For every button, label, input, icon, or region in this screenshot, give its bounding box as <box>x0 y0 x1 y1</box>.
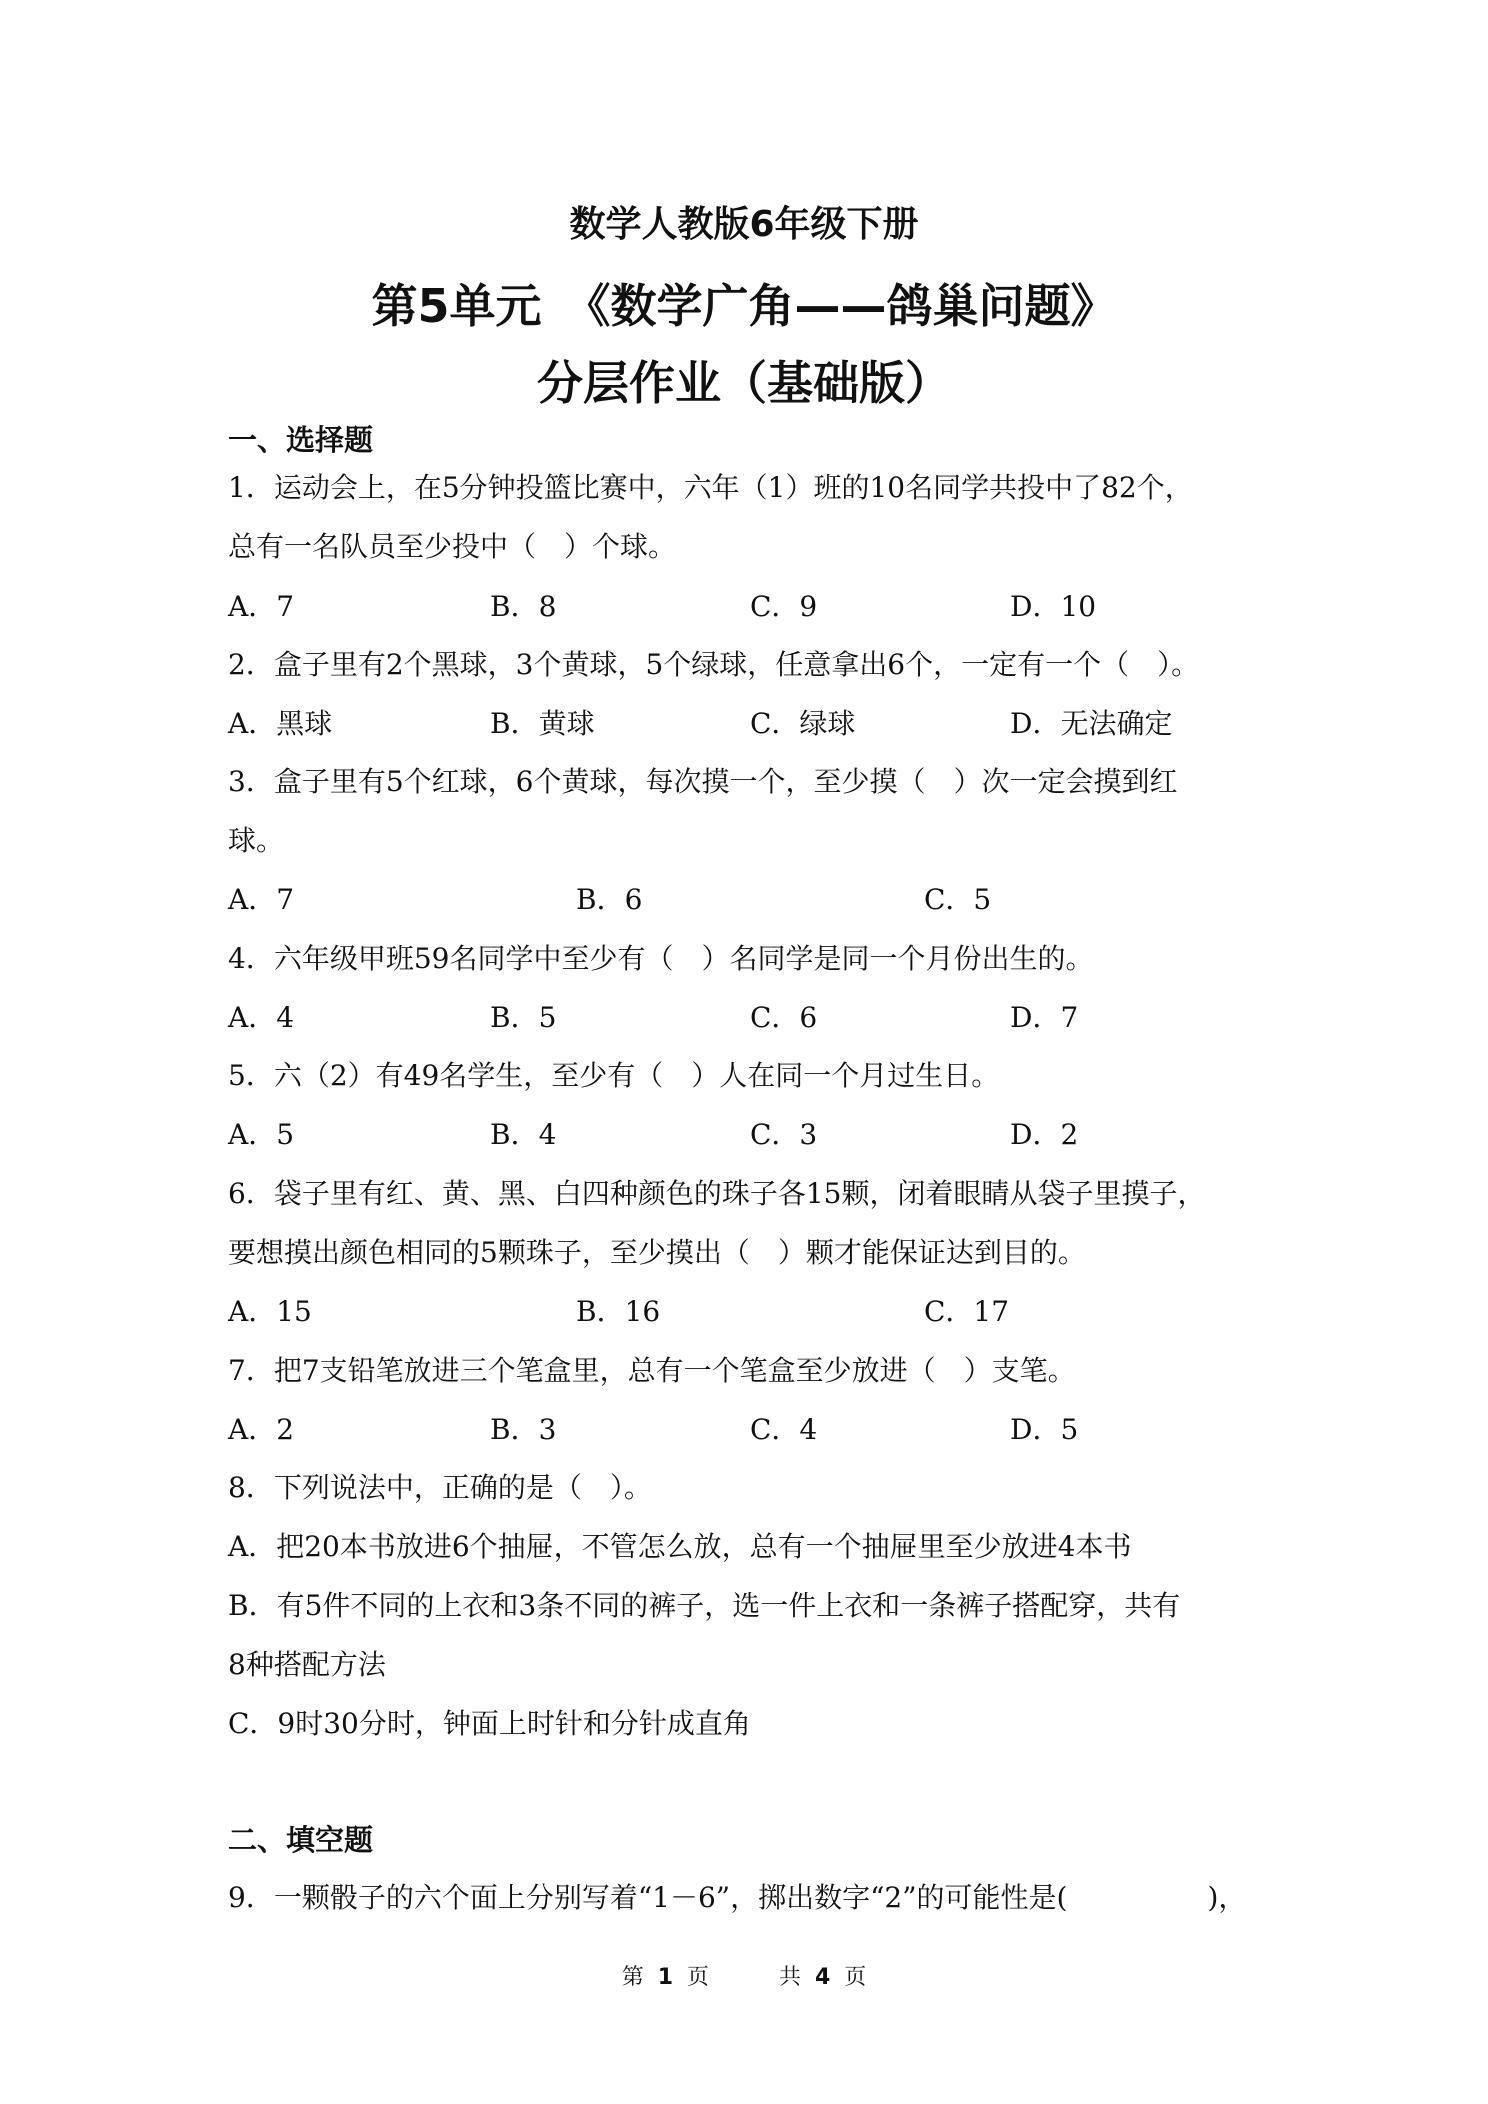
question-8-option-a: A．把20本书放进6个抽屉，不管怎么放，总有一个抽屉里至少放进4本书 <box>228 1530 1132 1563</box>
question-6-options <box>228 1290 1328 1330</box>
option-b: B．16 <box>576 1295 661 1328</box>
option-a: A．7 <box>228 883 295 916</box>
question-1-options <box>228 585 1328 625</box>
page-prefix: 第 <box>621 1965 644 1990</box>
question-1-line-2: 总有一名队员至少投中（ ）个球。 <box>228 530 677 563</box>
document-heading: 分层作业（基础版） <box>537 356 951 410</box>
question-3-options <box>228 878 1328 918</box>
option-a: A．7 <box>228 590 295 623</box>
option-d: D．5 <box>1010 1413 1079 1446</box>
option-a: A．4 <box>228 1001 295 1034</box>
option-d: D．10 <box>1010 590 1097 623</box>
option-b: B．8 <box>490 590 557 623</box>
option-d: D．无法确定 <box>1010 707 1173 740</box>
question-1-line-1: 1．运动会上，在5分钟投篮比赛中，六年（1）班的10名同学共投中了82个， <box>228 471 1193 504</box>
question-2-options <box>228 702 1328 742</box>
option-b: B．5 <box>490 1001 557 1034</box>
question-4-line-1: 4．六年级甲班59名同学中至少有（ ）名同学是同一个月份出生的。 <box>228 942 1094 975</box>
option-c: C．3 <box>750 1118 818 1151</box>
question-6-line-1: 6．袋子里有红、黄、黑、白四种颜色的珠子各15颗，闭着眼睛从袋子里摸子， <box>228 1177 1206 1210</box>
option-c: C．6 <box>750 1001 818 1034</box>
question-8-option-b-cont: 8种搭配方法 <box>228 1648 386 1681</box>
question-5-line-1: 5．六（2）有49名学生，至少有（ ）人在同一个月过生日。 <box>228 1059 1000 1092</box>
option-c: C．9 <box>750 590 818 623</box>
question-3-line-2: 球。 <box>228 824 285 857</box>
option-a: A．5 <box>228 1118 295 1151</box>
option-c: C．4 <box>750 1413 818 1446</box>
option-b: B．4 <box>490 1118 557 1151</box>
question-2-line-1: 2．盒子里有2个黑球，3个黄球，5个绿球，任意拿出6个，一定有一个（ ）。 <box>228 648 1200 681</box>
option-b: B．3 <box>490 1413 557 1446</box>
question-5-options <box>228 1113 1328 1153</box>
document-title: 第5单元 《数学广角——鸽巢问题》 <box>371 279 1117 333</box>
total-label: 页 <box>844 1965 867 1990</box>
document-subtitle: 数学人教版6年级下册 <box>569 204 919 245</box>
page-number: 1 <box>657 1965 674 1990</box>
question-6-line-2: 要想摸出颜色相同的5颗珠子，至少摸出（ ）颗才能保证达到目的。 <box>228 1236 1086 1269</box>
option-b: B．黄球 <box>490 707 595 740</box>
option-c: C．17 <box>924 1295 1010 1328</box>
section-fill-heading: 二、填空题 <box>228 1823 374 1857</box>
page-label: 页 <box>687 1965 710 1990</box>
question-7-line-1: 7．把7支铅笔放进三个笔盒里，总有一个笔盒至少放进（ ）支笔。 <box>228 1354 1076 1387</box>
option-b: B．6 <box>576 883 643 916</box>
option-c: C．5 <box>924 883 992 916</box>
total-pages: 4 <box>814 1965 831 1990</box>
option-c: C．绿球 <box>750 707 856 740</box>
option-a: A．黑球 <box>228 707 333 740</box>
question-8-option-c: C．9时30分时，钟面上时针和分针成直角 <box>228 1707 751 1740</box>
option-d: D．7 <box>1010 1001 1079 1034</box>
section-choice-heading: 一、选择题 <box>228 423 374 457</box>
question-7-options <box>228 1408 1328 1448</box>
option-a: A．2 <box>228 1413 295 1446</box>
option-a: A．15 <box>228 1295 312 1328</box>
page-footer <box>0 1960 1488 1991</box>
question-8-line-1: 8．下列说法中，正确的是（ ）。 <box>228 1471 652 1504</box>
question-9-line-1: 9．一颗骰子的六个面上分别写着“1－6”，掷出数字“2”的可能性是( )， <box>228 1881 1247 1914</box>
question-3-line-1: 3．盒子里有5个红球，6个黄球，每次摸一个，至少摸（ ）次一定会摸到红 <box>228 765 1178 798</box>
option-d: D．2 <box>1010 1118 1079 1151</box>
question-8-option-b: B．有5件不同的上衣和3条不同的裤子，选一件上衣和一条裤子搭配穿，共有 <box>228 1589 1181 1622</box>
total-prefix: 共 <box>778 1965 801 1990</box>
question-4-options <box>228 996 1328 1036</box>
